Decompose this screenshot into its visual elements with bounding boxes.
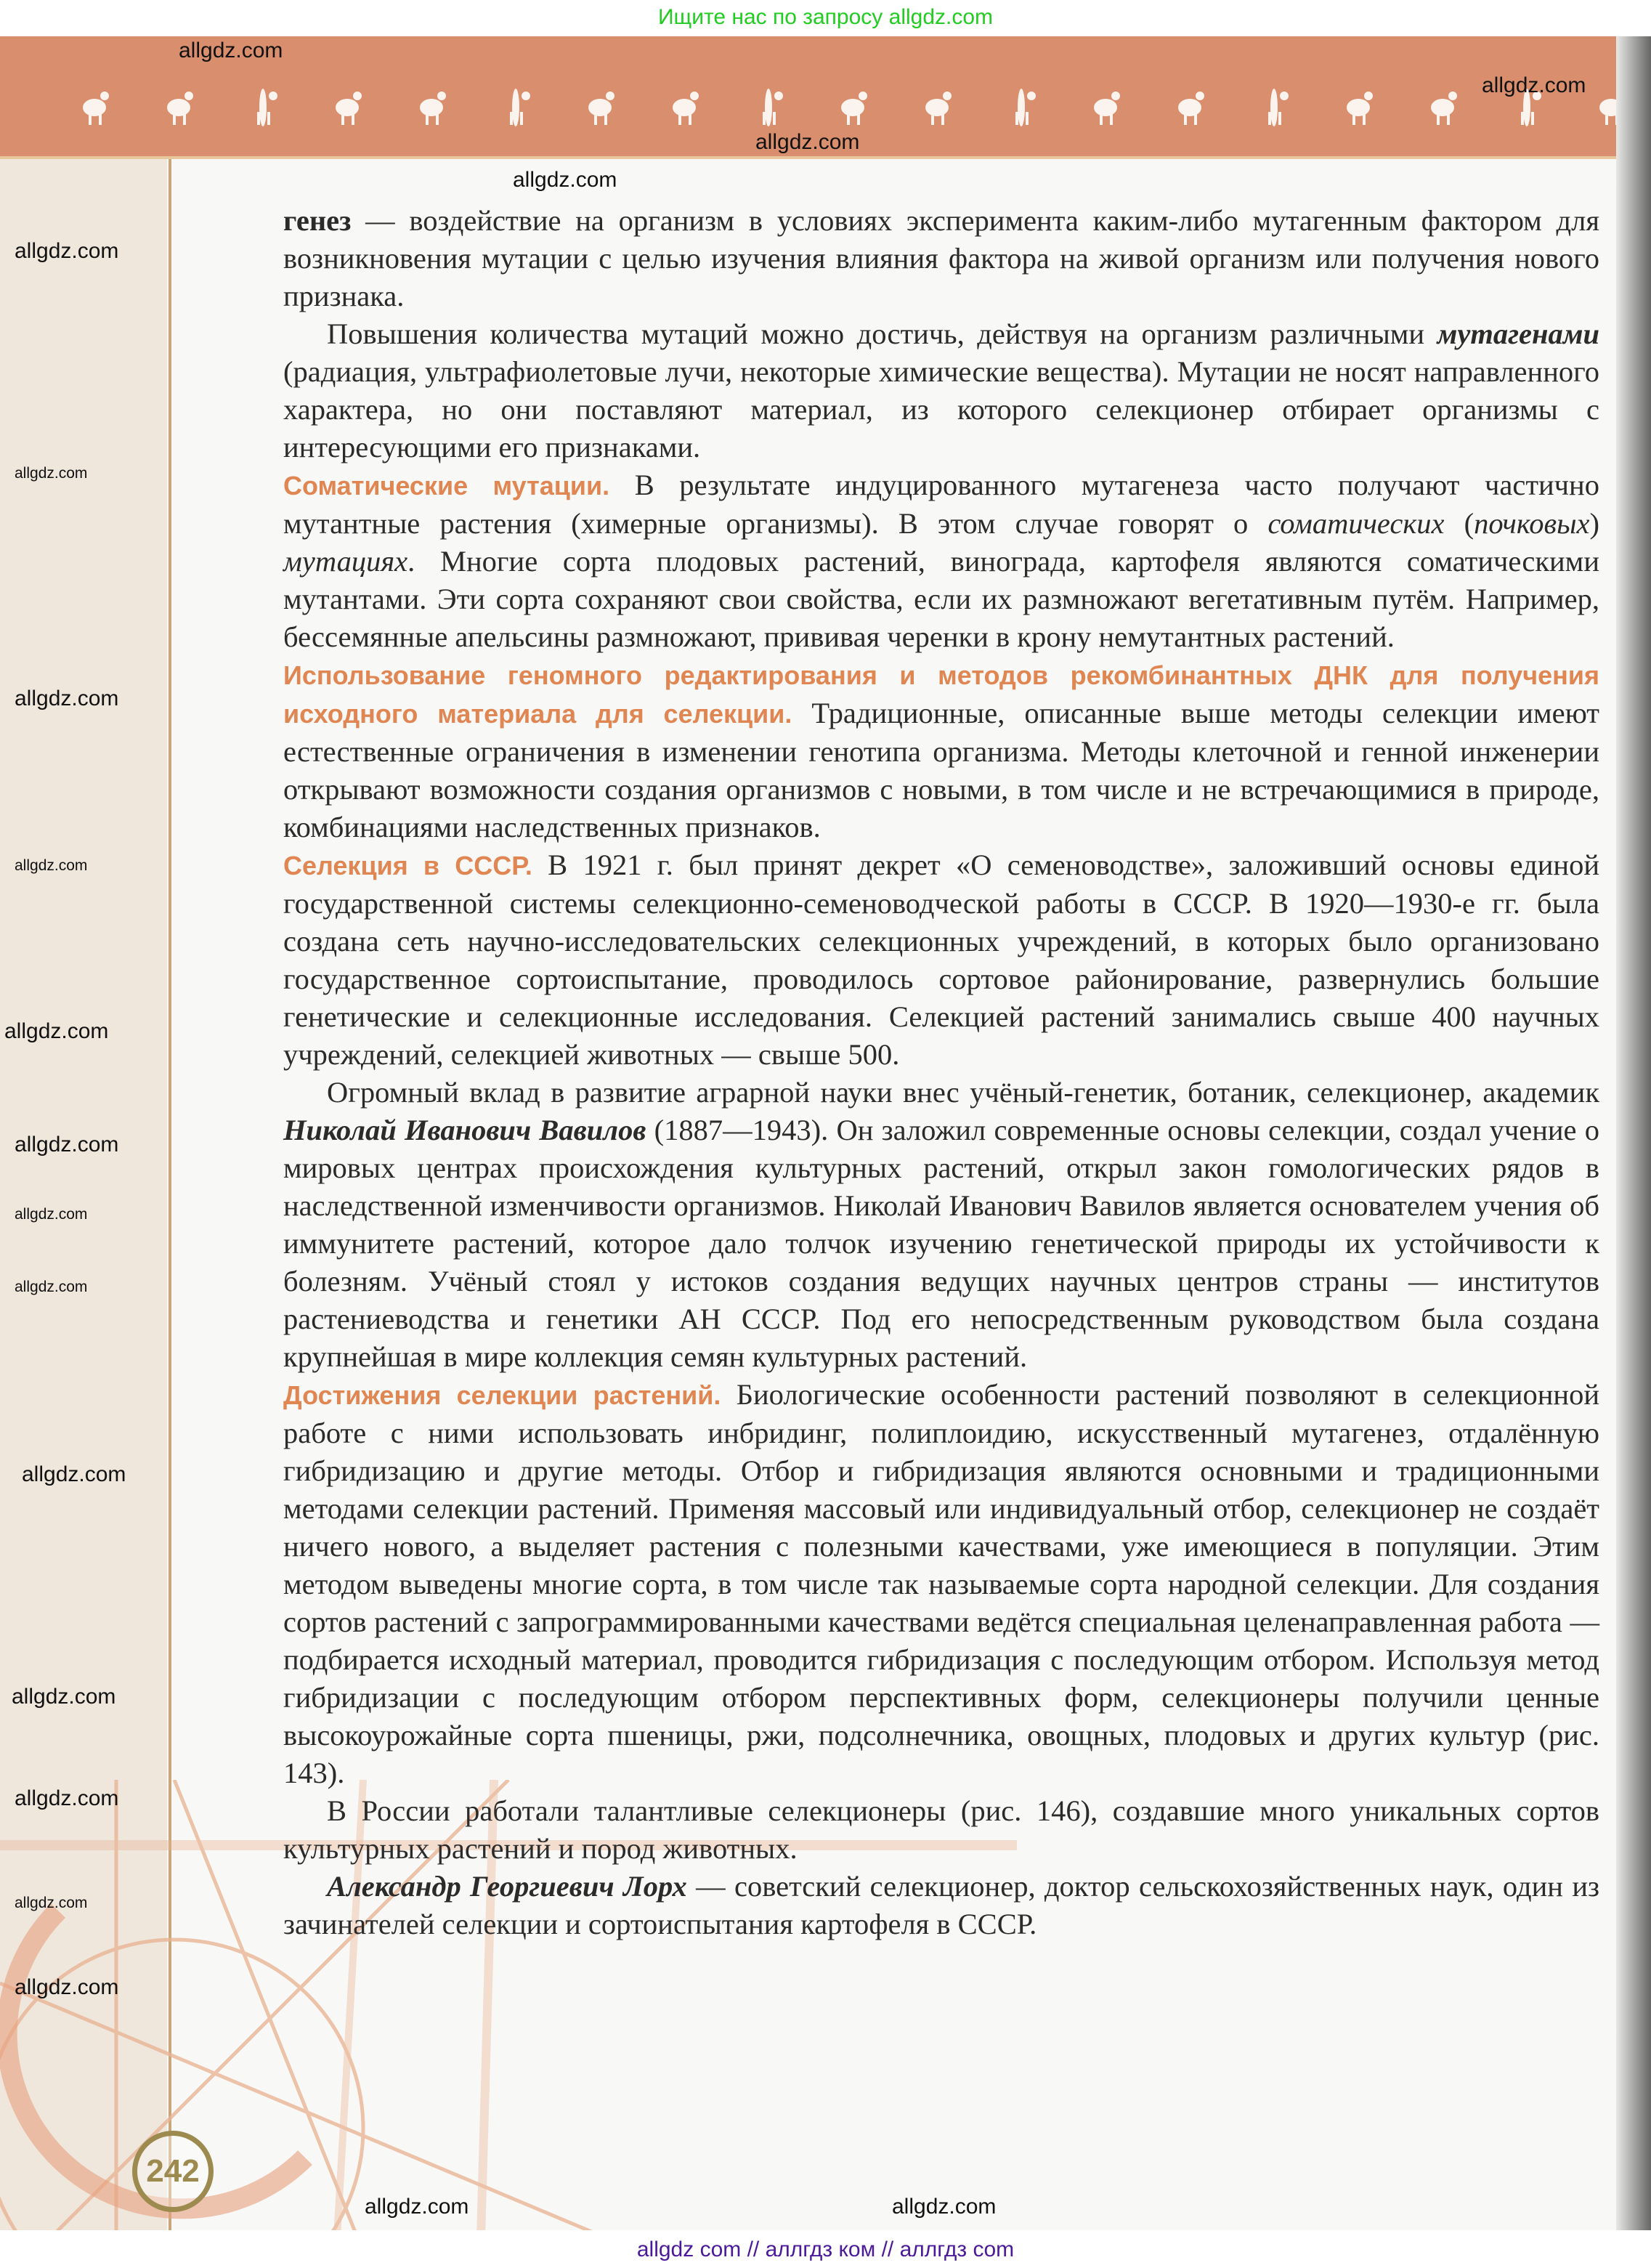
kangaroo-icon — [510, 89, 530, 126]
dragonfly-icon — [1015, 89, 1036, 126]
paragraph — [283, 656, 1599, 846]
insect-icon — [1347, 92, 1373, 125]
elephant-icon — [763, 89, 783, 126]
watermark: allgdz.com — [15, 1133, 119, 1157]
horse-icon — [925, 92, 952, 125]
paragraph — [283, 1792, 1599, 1868]
lizard-icon — [588, 92, 614, 125]
goat-icon — [167, 92, 193, 125]
watermark: allgdz.com — [15, 465, 88, 482]
term-italic: почковых — [1474, 507, 1590, 540]
watermark: allgdz.com — [15, 1279, 88, 1295]
watermark: allgdz.com — [365, 2195, 469, 2219]
text-run: Биологические особенности растений позволяют в селекционной работе с ними использовать инбридинг, полиплоидию, искусственный мутагенез, отдалённую гибридизацию и другие методы. Отбор и гибридизация являются основными и традиционными методами селекции растений. Применяя массовый или индивидуальный отбор, селекционер не создаёт ничего нового, а выделяет растения с полезными качествами, уже имеющиеся в популяции. Этим методом выведены многие сорта, в том числе так называемые сорта народной селекции. Для создания сортов растений с запрограммированными качествами ведётся специальная целенаправленная работа — подбирается исходный материал, проводится гибридизация с последующим отбором. Используя метод гибридизации с последующим отбором перспективных форм, селекционеры получили ценные высокоурожайные сорта пшеницы, ржи, подсолнечника, овощных, плодовых и других культур (рис. 143). — [283, 1378, 1599, 1789]
text-run: Традиционные, описанные выше методы селекции имеют естественные ограничения в изменении генотипа организма. Методы клеточной и генной инженерии открывают возможности создания организмов с новыми, в том числе и не встречающимися в природе, комбинациями наследственных признаков. — [283, 697, 1600, 843]
watermark: allgdz.com — [15, 239, 119, 263]
bull-icon — [1431, 92, 1457, 125]
heron-icon — [257, 89, 277, 126]
paragraph — [283, 315, 1599, 466]
person-name: Николай Иванович Вавилов — [283, 1114, 646, 1146]
paragraph — [283, 1074, 1599, 1376]
watermark: allgdz.com — [15, 1786, 119, 1810]
watermark: allgdz.com — [513, 168, 617, 192]
insect-icon — [336, 92, 362, 125]
text-run: ( — [1444, 507, 1474, 540]
watermark: allgdz.com — [15, 1895, 88, 1911]
bird-icon — [1094, 92, 1120, 125]
goat-icon — [1178, 92, 1204, 125]
text-run: . Многие сорта плодовых растений, винограда, картофеля являются соматическими мутантами. Эти сорта сохраняют свои свойства, если их размножают вегетативным путём. Например, бессемянные апельсины размножают, прививая черенки в крону немутантных растений. — [283, 545, 1599, 653]
bottom-banner: allgdz com // аллгдз ком // аллгдз com — [0, 2232, 1651, 2267]
paragraph — [283, 202, 1599, 315]
page-binding-shadow — [1616, 36, 1651, 2230]
person-name: Александр Георгиевич Лорх — [327, 1870, 687, 1903]
text-run: Повышения количества мутаций можно достичь, действуя на организм различными — [327, 317, 1437, 350]
text-run: В России работали талантливые селекционеры (рис. 146), создавшие много уникальных сортов культурных растений и пород животных. — [283, 1794, 1599, 1865]
bird-icon — [83, 92, 109, 125]
paragraph — [283, 1376, 1599, 1792]
term-bold: генез — [283, 204, 352, 237]
watermark: allgdz.com — [12, 1685, 116, 1709]
watermark: allgdz.com — [179, 39, 283, 62]
section-heading: Достижения селекции растений. — [283, 1380, 721, 1410]
watermark: allgdz.com — [4, 1019, 109, 1043]
top-banner: Ищите нас по запросу allgdz.com — [0, 0, 1651, 36]
text-run: (1887—1943). Он заложил современные основы селекции, создал учение о мировых центрах происхождения культурных растений, открыл закон гомологических рядов в наследственной изменчивости организмов. Николай Иванович Вавилов является основателем учения об иммунитете растений, которое дало толчок изучению генетической природы их устойчивости к болезням. Учёный стоял у истоков создания ведущих научных центров страны — институтов растениеводства и генетики АН СССР. Под его непосредственным руководством была создана крупнейшая в мире коллекция семян культурных растений. — [283, 1114, 1599, 1373]
term-italic: соматических — [1267, 507, 1445, 540]
watermark: allgdz.com — [755, 130, 860, 154]
watermark: allgdz.com — [22, 1462, 126, 1486]
watermark: allgdz.com — [892, 2195, 997, 2219]
bull-icon — [420, 92, 446, 125]
watermark: allgdz.com — [15, 687, 119, 710]
body-text — [283, 202, 1599, 1943]
page-number: 242 — [132, 2131, 214, 2212]
scorpion-icon — [841, 92, 867, 125]
watermark: allgdz.com — [15, 857, 88, 874]
text-run: В 1921 г. был принят декрет «О семеноводстве», заложивший основы единой государственной системы селекционно-семеноводческой работы в СССР. В 1920—1930-е гг. была создана сеть научно-исследовательских селекционных учреждений, в которых было организовано государственное сортоиспытание, проводилось сортовое районирование, развернулись большие генетические и селекционные исследования. Селекцией растений занимались свыше 400 научных учреждений, селекцией животных — свыше 500. — [283, 849, 1599, 1071]
term-bold-italic: мутагенами — [1437, 317, 1599, 350]
heron-icon — [1268, 89, 1289, 126]
text-run: В результате индуцированного мутагенеза часто получают частично мутантные растения (химерные организмы). В этом случае говорят о — [283, 469, 1599, 540]
text-run: ) — [1589, 507, 1599, 540]
section-heading: Использование геномного редактирования и методов рекомбинантных ДНК для получения исходного материала для селекции. — [283, 660, 1599, 729]
butterfly-icon — [673, 92, 699, 125]
section-heading: Селекция в СССР. — [283, 851, 532, 880]
text-run: — советский селекционер, доктор сельскохозяйственных наук, один из зачинателей селекции и сортоиспытания картофеля в СССР. — [283, 1870, 1599, 1940]
animal-silhouettes-strip — [0, 80, 1627, 131]
paragraph — [283, 846, 1599, 1074]
watermark: allgdz.com — [1482, 73, 1586, 97]
watermark: allgdz.com — [15, 1206, 88, 1223]
text-run: Огромный вклад в развитие аграрной науки внес учёный-генетик, ботаник, селекционер, академик — [327, 1076, 1599, 1109]
paragraph — [283, 1868, 1599, 1943]
term-italic: мутациях — [283, 545, 408, 578]
text-run: — воздействие на организм в условиях эксперимента каким-либо мутагенным фактором для возникновения мутации с целью изучения влияния фактора на живой организм или получения нового признака. — [283, 204, 1599, 312]
watermark: allgdz.com — [15, 1975, 119, 1999]
text-run: (радиация, ультрафиолетовые лучи, некоторые химические вещества). Мутации не носят направленного характера, но они поставляют материал, из которого селекционер отбирает организмы с интересующими его признаками. — [283, 355, 1599, 463]
paragraph — [283, 466, 1599, 656]
section-heading: Соматические мутации. — [283, 471, 610, 501]
